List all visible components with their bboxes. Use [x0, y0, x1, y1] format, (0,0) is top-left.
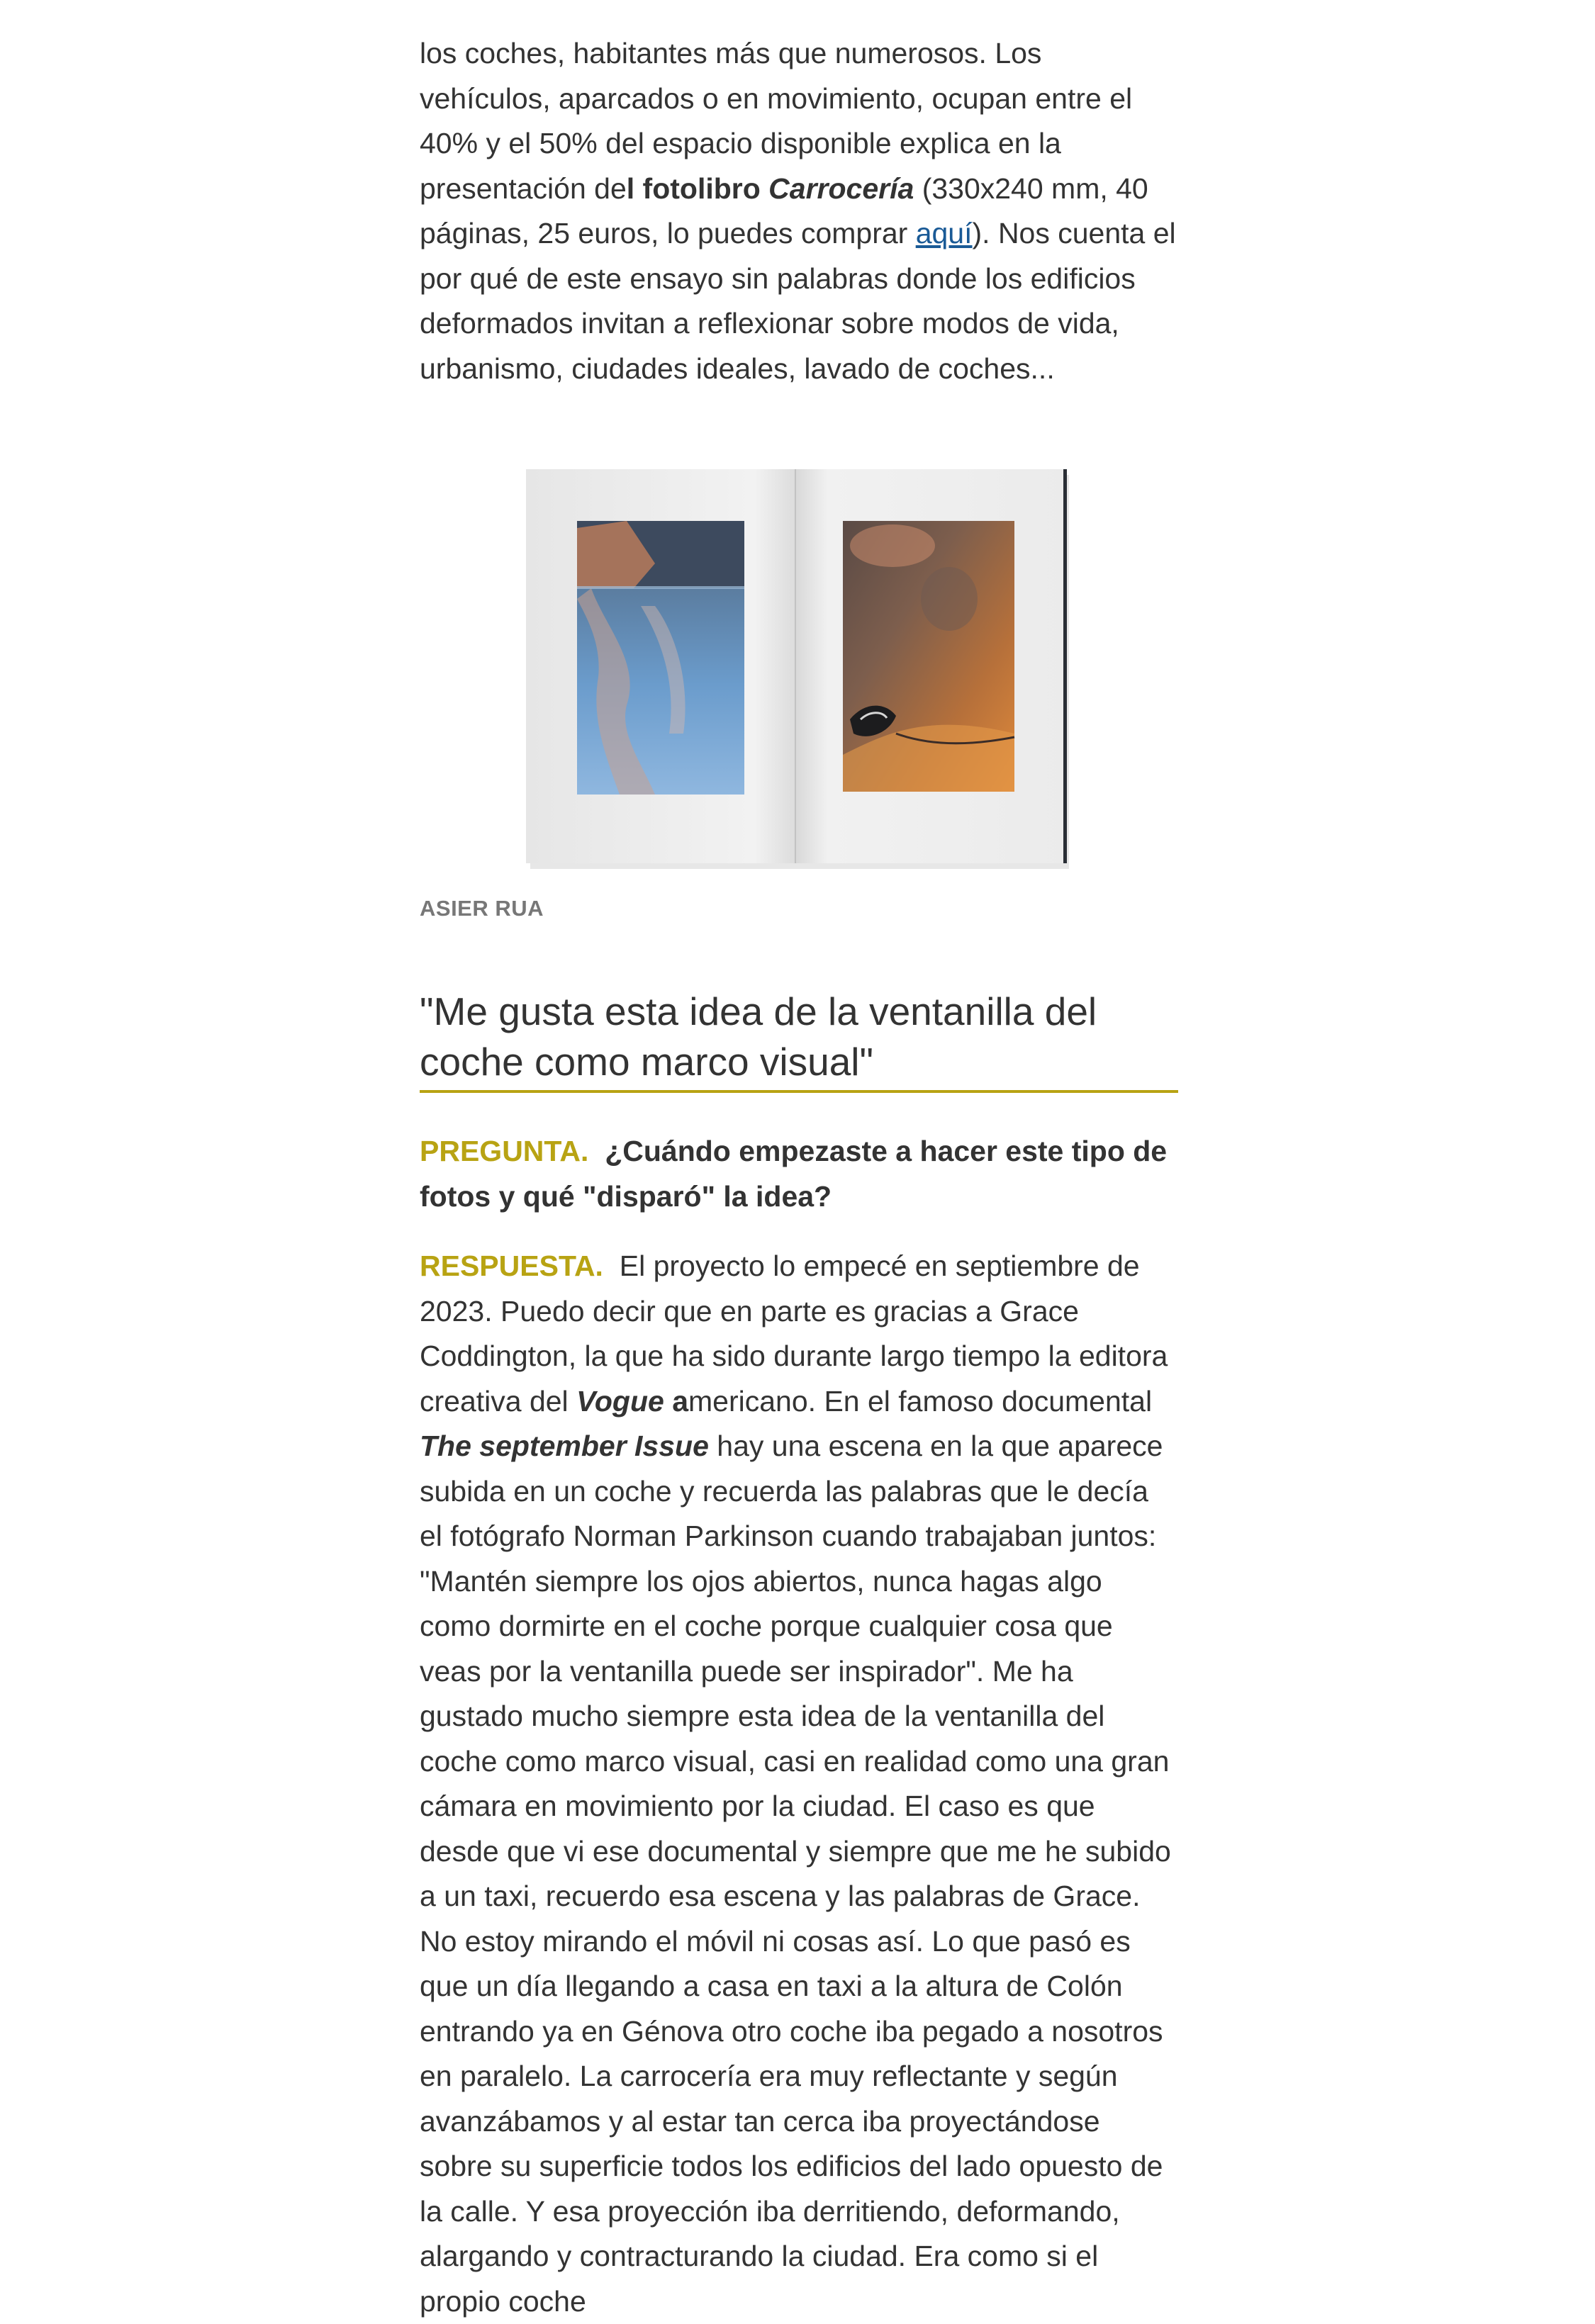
image-caption: ASIER RUA: [420, 896, 544, 921]
documentary-title: The september Issue: [420, 1430, 709, 1462]
answer-paragraph: [420, 1244, 1178, 2324]
answer-bold-1: a: [664, 1384, 689, 1418]
magazine-title: Vogue: [576, 1384, 664, 1418]
intro-bold-1: l fotolibro: [626, 172, 769, 205]
answer-text-2: mericano. En el famoso documental: [688, 1384, 1153, 1418]
intro-text-1: los coches, habitantes más que numerosos. Los vehículos, aparcados o en movimiento, ocupan entre el 40% y el 50% del espacio disponible explica en la presentación de: [420, 37, 1133, 205]
intro-text-3: ). Nos cuenta el por qué de este ensayo sin palabras donde los edificios deformados invitan a reflexionar sobre modos de vida, urbanismo, ciudades ideales, lavado de coches...: [420, 217, 1176, 385]
left-photo: [577, 521, 744, 795]
question-paragraph: [420, 1129, 1178, 1219]
right-photo: [843, 521, 1014, 792]
question-text: ¿Cuándo empezaste a hacer este tipo de fotos y qué "disparó" la idea?: [420, 1135, 1168, 1213]
answer-text-3: hay una escena en la que aparece subida en un coche y recuerda las palabras que le decía el fotógrafo Norman Parkinson cuando trabajaban juntos: "Mantén siempre los ojos abiertos, nunca hagas algo como dormirte en el coche porque cualquier cosa que veas por la ventanilla puede ser inspirador". Me ha gustado mucho siempre esta idea de la ventanilla del coche como marco visual, casi en realidad como una gran cámara en movimiento por la ciudad. El caso es que desde que vi ese documental y siempre que me he subido a un taxi, recuerdo esa escena y las palabras de Grace. No estoy mirando el móvil ni cosas así. Lo que pasó es que un día llegando a casa en taxi a la altura de Colón entrando ya en Génova otro coche iba pegado a nosotros en paralelo. La carrocería era muy reflectante y según avanzábamos y al estar tan cerca iba proyectándose sobre su superficie todos los edificios del lado opuesto de la calle. Y esa proyección iba derritiendo, deformando, alargando y contracturando la ciudad. Era como si el propio coche: [420, 1430, 1171, 2318]
intro-paragraph: [420, 31, 1178, 391]
answer-label: RESPUESTA.: [420, 1250, 603, 1282]
intro-text-2: (330x240 mm, 40 páginas, 25 euros, lo puedes comprar: [420, 172, 1148, 249]
book-title: Carrocería: [768, 172, 914, 205]
section-heading: "Me gusta esta idea de la ventanilla del coche como marco visual": [420, 987, 1178, 1093]
photobook-image: [526, 468, 1072, 872]
question-label: PREGUNTA.: [420, 1135, 589, 1167]
answer-text-1: El proyecto lo empecé en septiembre de 2023. Puedo decir que en parte es gracias a Grace Coddington, la que ha sido durante largo tiempo la editora creativa del: [420, 1250, 1168, 1418]
buy-link[interactable]: aquí: [915, 217, 973, 249]
